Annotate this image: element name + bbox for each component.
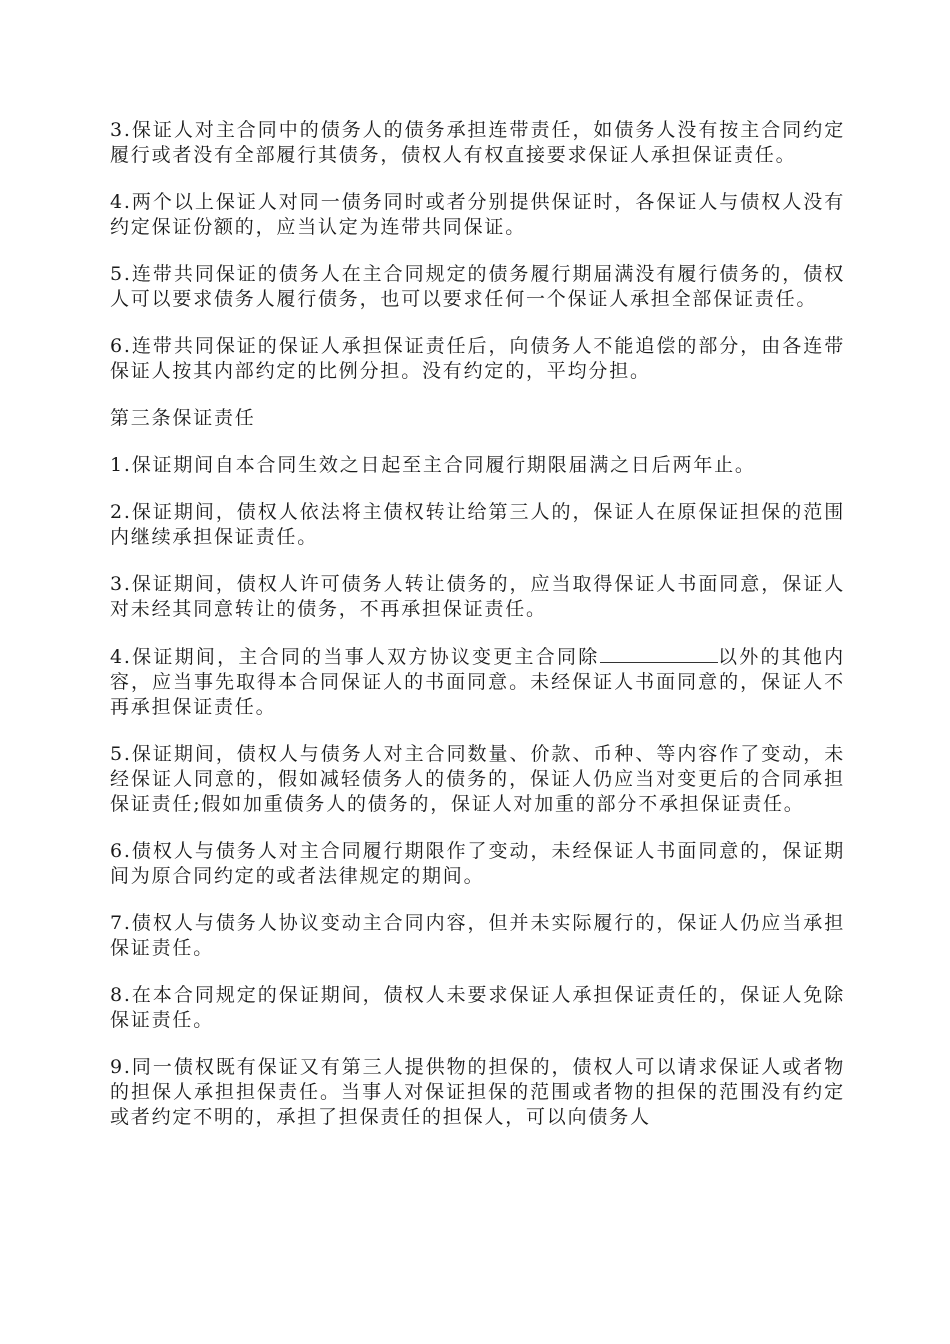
section-item-8: 8.在本合同规定的保证期间，债权人未要求保证人承担保证责任的，保证人免除保证责任。	[110, 984, 845, 1031]
clause-6-recourse-sharing: 6.连带共同保证的保证人承担保证责任后，向债务人不能追偿的部分，由各连带保证人按其内部约定的比例分担。没有约定的，平均分担。	[110, 335, 845, 382]
clause-3-joint-liability: 3.保证人对主合同中的债务人的债务承担连带责任，如债务人没有按主合同约定履行或者没有全部履行其债务，债权人有权直接要求保证人承担保证责任。	[110, 119, 845, 166]
section-item-1: 1.保证期间自本合同生效之日起至主合同履行期限届满之日后两年止。	[110, 454, 756, 476]
section-item-4	[110, 644, 845, 720]
section-item-9: 9.同一债权既有保证又有第三人提供物的担保的，债权人可以请求保证人或者物的担保人承担担保责任。当事人对保证担保的范围或者物的担保的范围没有约定或者约定不明的，承担了担保责任的担保人，可以向债务人	[110, 1056, 845, 1128]
section-item-6: 6.债权人与债务人对主合同履行期限作了变动，未经保证人书面同意的，保证期间为原合同约定的或者法律规定的期间。	[110, 840, 845, 887]
clause-4-multiple-guarantors: 4.两个以上保证人对同一债务同时或者分别提供保证时，各保证人与债权人没有约定保证份额的，应当认定为连带共同保证。	[110, 191, 845, 238]
section-item-2: 2.保证期间，债权人依法将主债权转让给第三人的，保证人在原保证担保的范围内继续承担保证责任。	[110, 501, 845, 548]
fill-in-blank[interactable]	[600, 644, 718, 663]
section-item-5: 5.保证期间，债权人与债务人对主合同数量、价款、币种、等内容作了变动，未经保证人同意的，假如减轻债务人的债务的，保证人仍应当对变更后的合同承担保证责任;假如加重债务人的债务的，保证人对加重的部分不承担保证责任。	[110, 743, 845, 815]
section-item-7: 7.债权人与债务人协议变动主合同内容，但并未实际履行的，保证人仍应当承担保证责任。	[110, 912, 845, 959]
section-heading: 第三条保证责任	[110, 407, 256, 429]
clause-5-joint-guarantee-default: 5.连带共同保证的债务人在主合同规定的债务履行期届满没有履行债务的，债权人可以要求债务人履行债务，也可以要求任何一个保证人承担全部保证责任。	[110, 263, 845, 310]
section-item-3: 3.保证期间，债权人许可债务人转让债务的，应当取得保证人书面同意，保证人对未经其同意转让的债务，不再承担保证责任。	[110, 573, 845, 620]
section-item-4-before: 4.保证期间，主合同的当事人双方协议变更主合同除	[110, 646, 600, 668]
section-item-4-after: 以外的其他内容，应当事先取得本合同保证人的书面同意。未经保证人书面同意的，保证人不再承担保证责任。	[110, 646, 845, 718]
document-page	[110, 118, 845, 1152]
